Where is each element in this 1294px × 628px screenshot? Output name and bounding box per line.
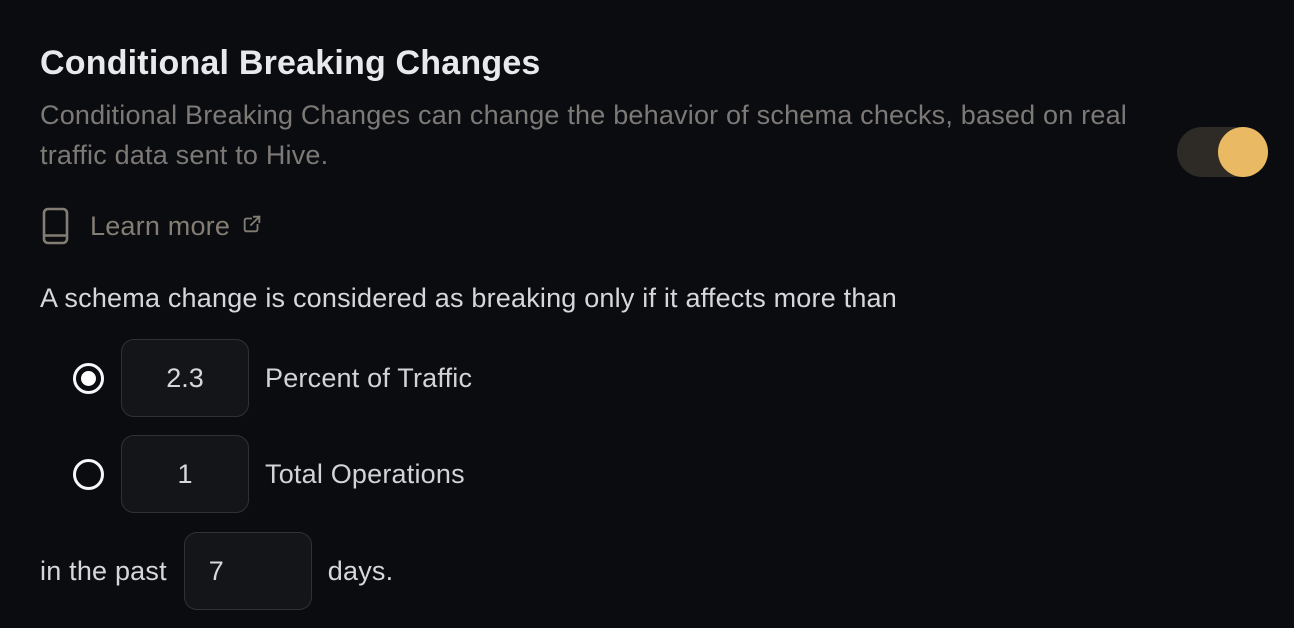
radio-dot (81, 371, 96, 386)
period-row (40, 532, 393, 610)
toggle-knob (1218, 127, 1268, 177)
total-operations-row (73, 435, 465, 513)
radio-percent-of-traffic[interactable] (73, 363, 104, 394)
book-icon (42, 207, 69, 245)
percent-of-traffic-row (73, 339, 472, 417)
learn-more-link[interactable] (42, 207, 263, 245)
learn-more-label: Learn more (90, 210, 231, 241)
period-suffix: days. (327, 555, 394, 586)
percent-of-traffic-input[interactable] (121, 339, 249, 417)
total-operations-input[interactable] (121, 435, 249, 513)
breaking-condition-statement: A schema change is considered as breaking only if it affects more than (40, 283, 897, 313)
total-operations-label: Total Operations (265, 458, 465, 489)
radio-total-operations[interactable] (73, 459, 104, 490)
section-description: Conditional Breaking Changes can change the behavior of schema checks, based on real traffic data sent to Hive. (40, 100, 1127, 170)
external-link-icon (241, 213, 263, 235)
conditional-breaking-changes-toggle[interactable] (1177, 127, 1268, 177)
period-days-input[interactable] (184, 532, 312, 610)
section-title: Conditional Breaking Changes (40, 44, 541, 82)
period-prefix: in the past (40, 555, 167, 586)
percent-of-traffic-label: Percent of Traffic (265, 362, 473, 393)
